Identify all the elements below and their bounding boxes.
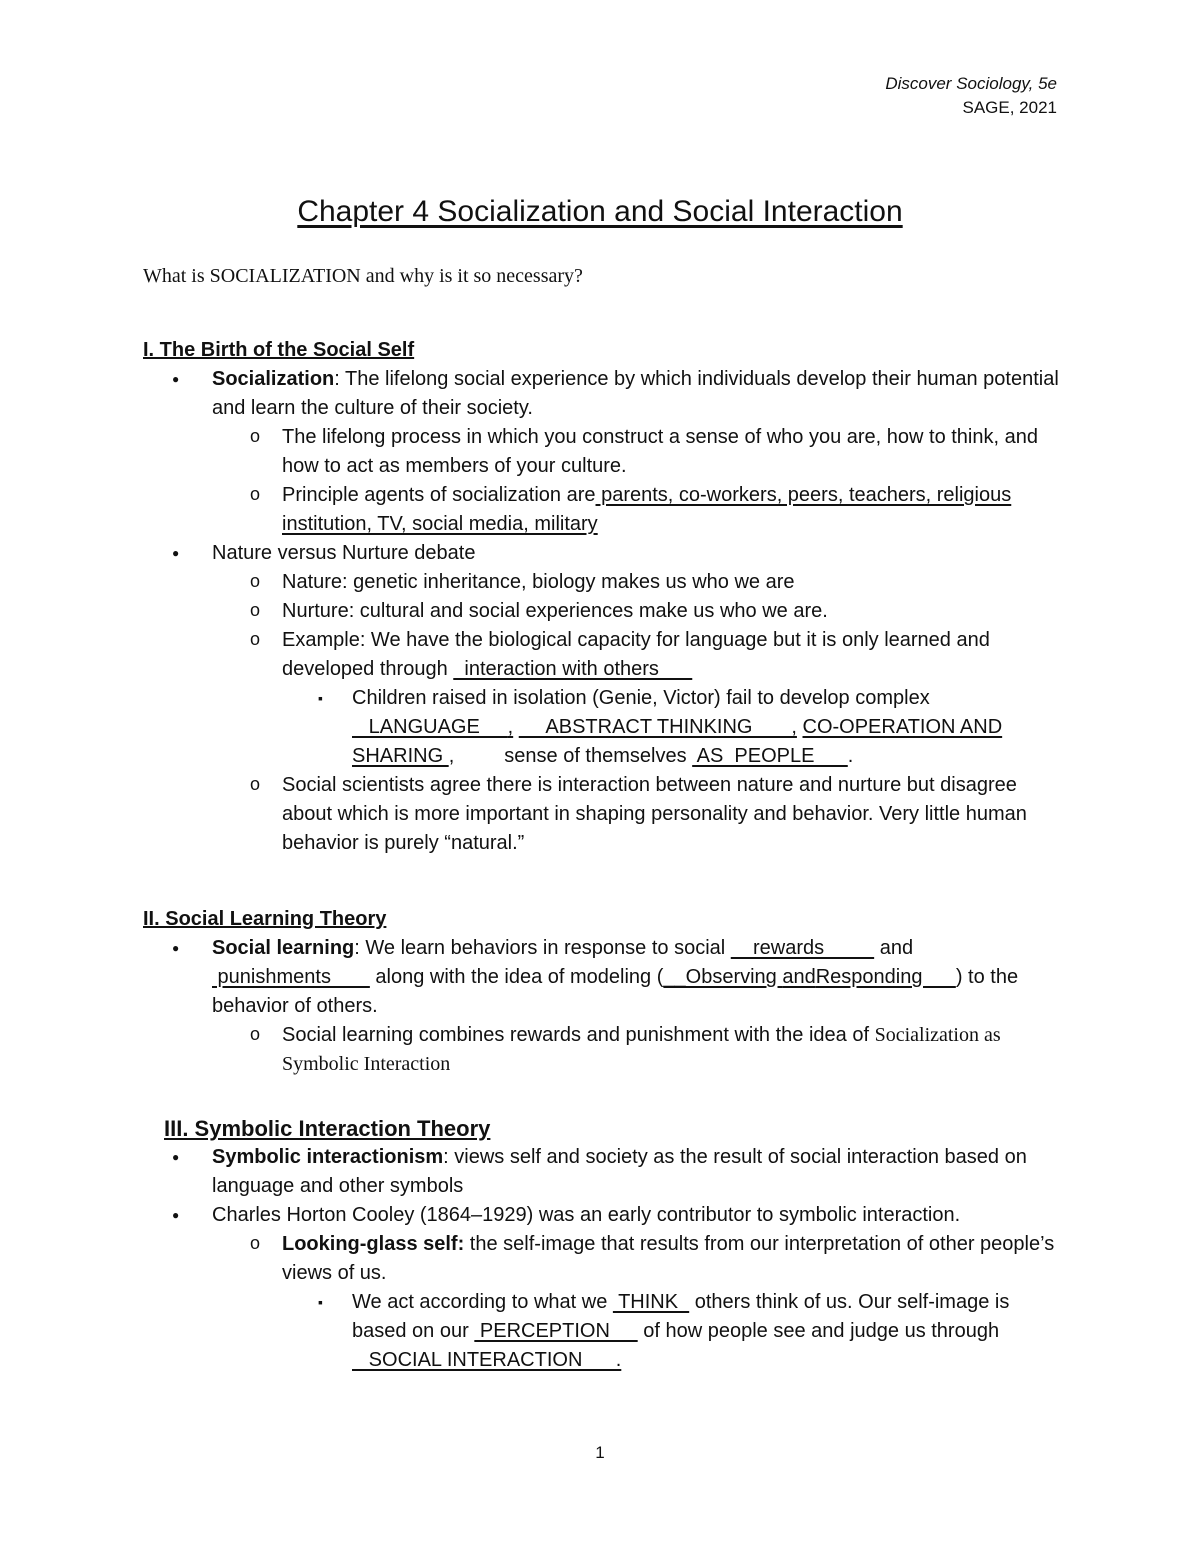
- fill-blank: rewards: [730, 937, 875, 959]
- list-item: [143, 568, 1063, 597]
- section-social-learning-theory: [143, 905, 1063, 1079]
- item-text: along with the idea of modeling (: [375, 966, 664, 988]
- list-item: [143, 539, 1063, 858]
- section-heading: II. Social Learning Theory: [143, 908, 387, 930]
- list-item: [143, 626, 1063, 771]
- punctuation: ,: [448, 745, 455, 767]
- sub-list: [212, 568, 1063, 858]
- list-item: [143, 423, 1063, 481]
- item-text: We act according to what we: [352, 1291, 608, 1313]
- term: Socialization: [212, 368, 335, 390]
- fill-blank: parents, co-workers, peers, teachers, religious institution, TV, social media, military: [282, 484, 1012, 535]
- item-text: sense of themselves: [504, 745, 687, 767]
- item-text: Example: We have the biological capacity for language but it is only learned and developed through: [282, 629, 990, 680]
- term: Symbolic interactionism: [212, 1146, 444, 1168]
- term: Looking-glass self:: [282, 1233, 465, 1255]
- definition: the self-image that results from our interpretation of other people’s views of us.: [282, 1233, 1055, 1284]
- list-item: [143, 771, 1063, 858]
- bullet-list: [143, 1143, 1063, 1375]
- item-text: The lifelong process in which you construct a sense of who you are, how to think, and how to act as members of your culture.: [282, 426, 1038, 477]
- item-text: others think of us. Our self-image is based on our: [352, 1291, 1010, 1342]
- item-text: Nature: genetic inheritance, biology makes us who we are: [282, 571, 795, 593]
- publisher-line: SAGE, 2021: [962, 98, 1057, 117]
- page-title: Chapter 4 Socialization and Social Interaction: [297, 195, 903, 228]
- sub-list: [212, 1021, 1063, 1079]
- list-item: [143, 1143, 1063, 1201]
- list-item: [143, 1230, 1063, 1375]
- item-text: Nurture: cultural and social experiences make us who we are.: [282, 600, 828, 622]
- fill-blank: SOCIAL INTERACTION .: [352, 1349, 622, 1371]
- definition: : The lifelong social experience by which individuals develop their human potential and learn the culture of their society.: [212, 368, 1059, 419]
- item-text: Children raised in isolation (Genie, Victor) fail to develop complex: [352, 687, 930, 709]
- item-text: ) to the behavior of others.: [212, 966, 1019, 1017]
- book-title: Discover Sociology, 5e: [885, 74, 1057, 93]
- sub-list: [212, 1230, 1063, 1375]
- list-item: [143, 934, 1063, 1079]
- item-text: and: [782, 966, 816, 988]
- list-item: [143, 1288, 1063, 1375]
- list-item: [143, 684, 1063, 771]
- section-heading: I. The Birth of the Social Self: [143, 339, 415, 361]
- list-item: [143, 1021, 1063, 1079]
- fill-blank: __Observing: [663, 966, 783, 988]
- list-item: [143, 1201, 1063, 1375]
- definition: : We learn behaviors in response to social: [354, 937, 726, 959]
- list-item: [143, 597, 1063, 626]
- sub-sub-list: [282, 1288, 1063, 1375]
- running-header: [885, 72, 1057, 120]
- fill-blank: PERCEPTION: [474, 1320, 638, 1342]
- item-text: Social scientists agree there is interaction between nature and nurture but disagree about which is more important in shaping personality and behavior. Very little human behavior is purely “natural.”: [282, 774, 1027, 854]
- item-text: Social learning combines rewards and punishment with the idea of: [282, 1024, 870, 1046]
- bullet-list: [143, 934, 1063, 1079]
- fill-blank: ,: [507, 716, 514, 738]
- list-item: [143, 365, 1063, 539]
- list-item: [143, 481, 1063, 539]
- bullet-list: [143, 365, 1063, 858]
- fill-blank: CO-OPERATION AND SHARING: [352, 716, 1003, 767]
- definition: : views self and society as the result of social interaction based on language and other symbols: [212, 1146, 1027, 1197]
- sub-list: [212, 423, 1063, 539]
- item-text: of how people see and judge us through: [643, 1320, 1000, 1342]
- fill-blank: Responding: [815, 966, 956, 988]
- fill-blank: punishments: [212, 966, 370, 988]
- item-text: and: [879, 937, 914, 959]
- sub-sub-list: [282, 684, 1063, 771]
- intro-question: What is SOCIALIZATION and why is it so necessary?: [143, 265, 583, 287]
- fill-blank: AS PEOPLE: [692, 745, 848, 767]
- section-symbolic-interaction-theory: [143, 1114, 1063, 1375]
- fill-blank: THINK: [612, 1291, 690, 1313]
- punctuation: .: [847, 745, 854, 767]
- item-text: Principle agents of socialization are: [282, 484, 596, 506]
- fill-blank: LANGUAGE: [352, 716, 508, 738]
- section-birth-of-social-self: [143, 336, 1063, 858]
- item-text: Socialization as Symbolic Interaction: [282, 1024, 1001, 1075]
- fill-blank: ABSTRACT THINKING ,: [518, 716, 797, 738]
- term: Social learning: [212, 937, 355, 959]
- section-heading: III. Symbolic Interaction Theory: [164, 1116, 491, 1141]
- item-text: Charles Horton Cooley (1864–1929) was an early contributor to symbolic interaction.: [212, 1204, 961, 1226]
- page-number: 1: [595, 1443, 605, 1462]
- item-text: Nature versus Nurture debate: [212, 542, 476, 564]
- fill-blank: interaction with others: [453, 658, 693, 680]
